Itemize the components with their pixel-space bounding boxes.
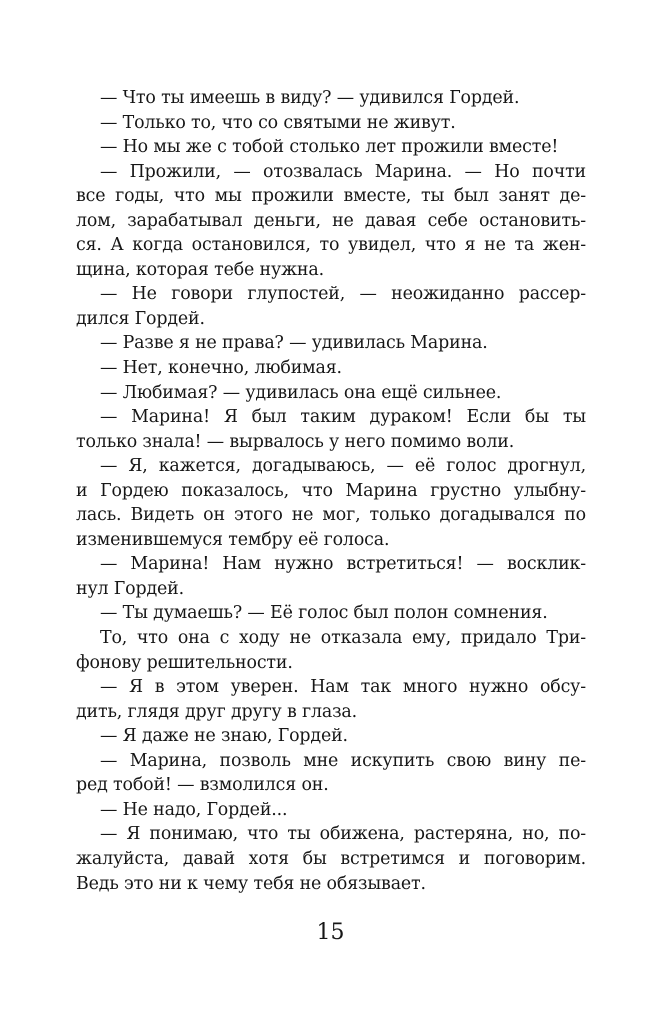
text-line: все годы, что мы прожили вместе, ты был занят де- xyxy=(76,186,586,207)
text-line: — Прожили, — отозвалась Марина. — Но почти xyxy=(100,161,586,182)
text-line: — Я, кажется, догадываюсь, — её голос дрогнул, xyxy=(100,456,586,477)
text-line: То, что она с ходу не отказала ему, придало Три- xyxy=(100,628,586,649)
text-line: — Любимая? — удивилась она ещё сильнее. xyxy=(100,382,502,403)
text-line: — Что ты имеешь в виду? — удивился Гордей. xyxy=(100,88,520,108)
text-line: — Нет, конечно, любимая. xyxy=(100,358,342,379)
text-line: — Только то, что со святыми не живут. xyxy=(100,112,456,133)
text-line: — Не говори глупостей, — неожиданно рассер- xyxy=(100,284,586,305)
text-line: ся. А когда остановился, то увидел, что я не та жен- xyxy=(76,235,586,256)
text-line: фонову решительности. xyxy=(76,652,293,673)
text-line: лом, зарабатывал деньги, не давая себе остановить- xyxy=(76,210,586,231)
text-line: только знала! — вырвалось у него помимо воли. xyxy=(76,431,515,452)
text-line: — Марина! Я был таким дураком! Если бы ты xyxy=(100,407,586,428)
text-line: нул Гордей. xyxy=(76,578,184,599)
text-line: дить, глядя друг другу в глаза. xyxy=(76,701,358,722)
text-line: Ведь это ни к чему тебя не обязывает. xyxy=(76,873,426,894)
text-line: — Марина! Нам нужно встретиться! — восклик- xyxy=(100,554,586,575)
text-line: — Я понимаю, что ты обижена, растеряна, но, по- xyxy=(100,824,586,845)
text-line: — Не надо, Гордей... xyxy=(100,799,288,820)
text-line: — Марина, позволь мне искупить свою вину пе- xyxy=(100,750,586,771)
page-number: 15 xyxy=(316,920,345,945)
text-line: щина, которая тебе нужна. xyxy=(76,259,324,280)
text-line: лась. Видеть он этого не мог, только догадывался по xyxy=(76,505,586,526)
text-line: изменившемуся тембру её голоса. xyxy=(76,529,390,550)
text-line: — Я даже не знаю, Гордей. xyxy=(100,726,348,747)
text-line: ред тобой! — взмолился он. xyxy=(76,775,329,796)
body-text xyxy=(76,86,586,896)
text-line: — Ты думаешь? — Её голос был полон сомнения. xyxy=(100,603,548,624)
text-line: жалуйста, давай хотя бы встретимся и поговорим. xyxy=(76,848,586,869)
text-line: — Разве я не права? — удивилась Марина. xyxy=(100,333,488,354)
text-line: — Но мы же с тобой столько лет прожили вместе! xyxy=(100,137,559,158)
text-line: и Гордею показалось, что Марина грустно улыбну- xyxy=(76,480,586,501)
text-line: — Я в этом уверен. Нам так много нужно обсу- xyxy=(100,677,586,698)
text-line: дился Гордей. xyxy=(76,308,205,329)
